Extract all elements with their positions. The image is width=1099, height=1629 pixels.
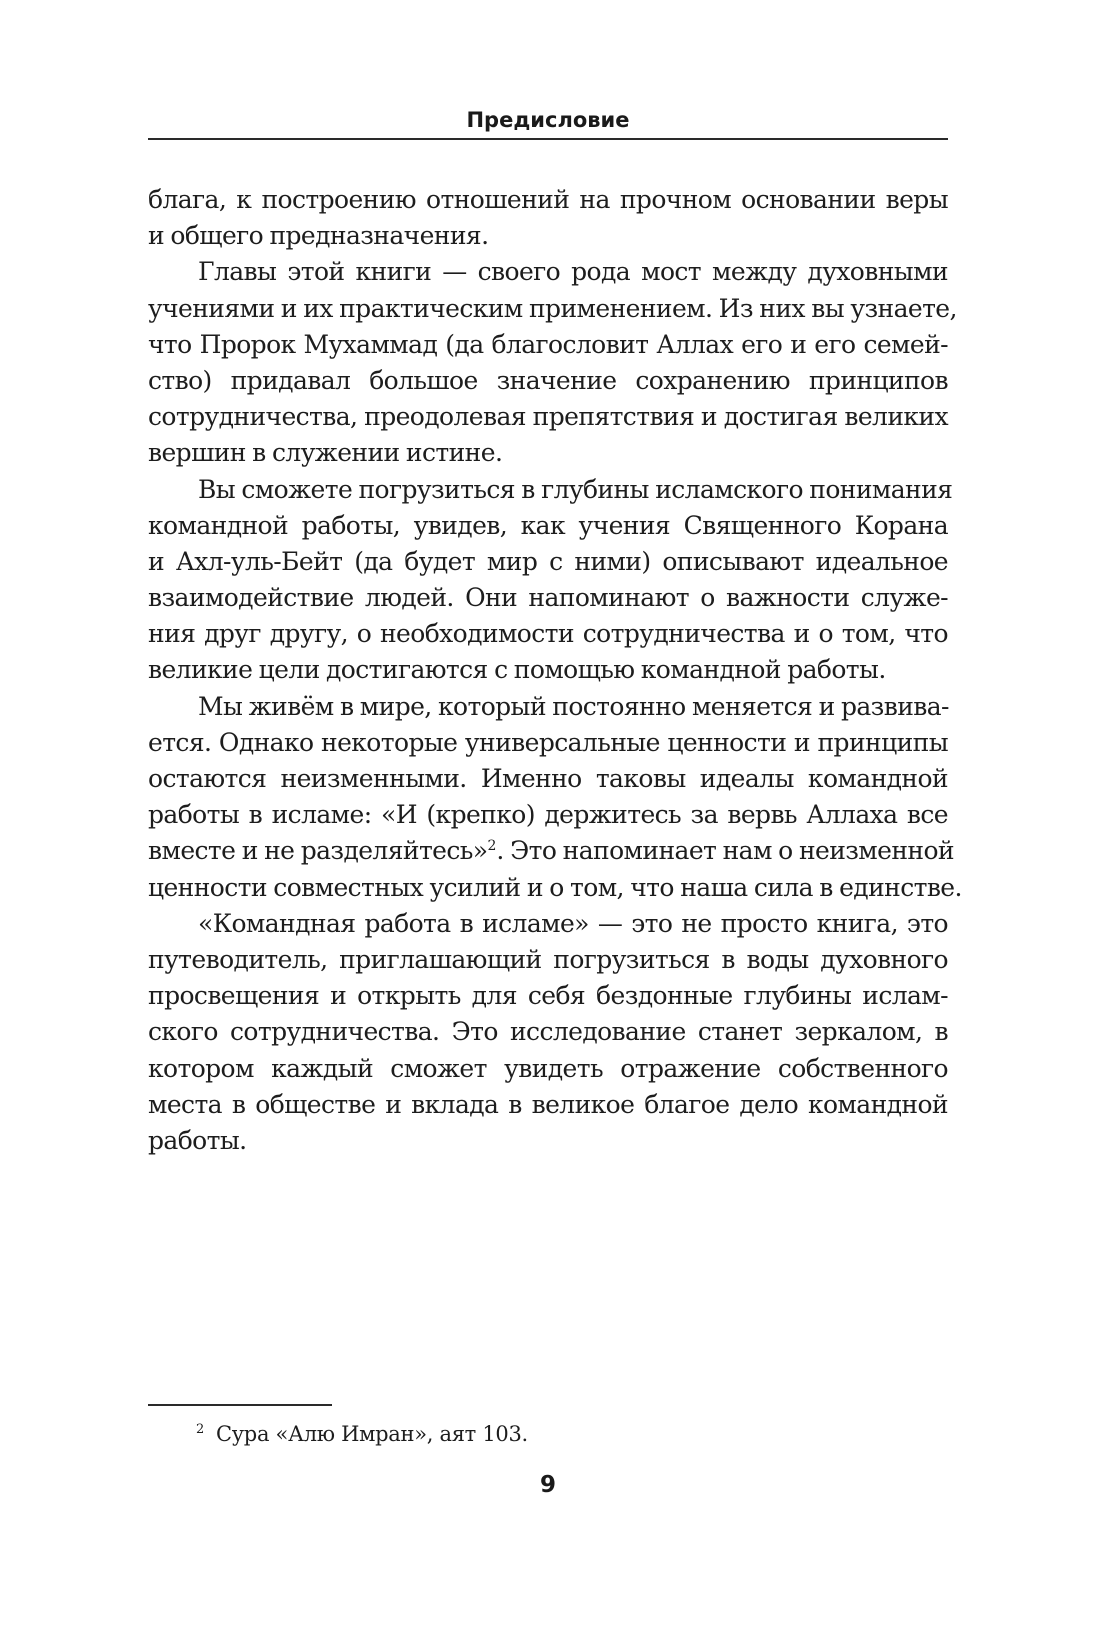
text-fragment: . Это напоминает нам о неизменной [496,836,954,866]
running-header-title: Предисловие [466,108,630,132]
body-text [148,182,962,1159]
text-line: ского сотрудничества. Это исследование станет зеркалом, в [148,1017,948,1047]
page-number: 9 [539,1472,556,1498]
text-line: котором каждый сможет увидеть отражение собственного [148,1053,948,1083]
text-line: командной работы, увидев, как учения Священного Корана [148,510,948,540]
text-line: великие цели достигаются с помощью командной работы. [148,655,886,685]
footnote-mark: 2 [196,1422,204,1437]
text-line: путеводитель, приглашающий погрузиться в воды духовного [148,944,948,974]
text-line: блага, к построению отношений на прочном основании веры [148,185,948,214]
text-line: просвещения и открыть для себя бездонные глубины ислам- [148,981,948,1011]
text-line: ценности совместных усилий и о том, что наша сила в единстве. [148,872,962,902]
text-line: что Пророк Мухаммад (да благословит Аллах его и его семей- [148,329,948,359]
text-line: и общего предназначения. [148,221,489,251]
footnote-text: Сура «Алю Имран», аят 103. [215,1422,528,1446]
text-line: Мы живём в мире, который постоянно меняется и развива- [198,691,949,721]
text-line: Главы этой книги — своего рода мост между духовными [198,257,948,287]
text-line: и Ахл-уль-Бейт (да будет мир с ними) описывают идеальное [148,546,948,576]
text-line: ется. Однако некоторые универсальные ценности и принципы [148,727,948,757]
text-line: сотрудничества, преодолевая препятствия и достигая великих [148,402,948,432]
footnote-rule [148,1404,332,1406]
text-line: места в обществе и вклада в великое благое дело командной [148,1089,948,1119]
text-line: ство) придавал большое значение сохранению принципов [148,365,948,395]
text-line: Вы сможете погрузиться в глубины исламского понимания [198,474,953,504]
text-line: работы в исламе: «И (крепко) держитесь за вервь Аллаха все [148,800,948,830]
text-line: вершин в служении истине. [148,438,503,468]
text-line: «Командная работа в исламе» — это не просто книга, это [198,908,948,938]
text-line: работы. [148,1125,247,1155]
text-line: ния друг другу, о необходимости сотрудничества и о том, что [148,619,948,649]
footnote-reference: 2 [487,838,497,855]
text-line: взаимодействие людей. Они напоминают о важности служе- [148,583,948,613]
text-line-with-footnote [148,833,954,869]
text-line: учениями и их практическим применением. Из них вы узнаете, [148,293,957,323]
header-rule [148,138,948,140]
text-fragment: вместе и не разделяйтесь» [148,836,488,866]
footnote [196,1416,528,1448]
text-line: остаются неизменными. Именно таковы идеалы командной [148,764,948,793]
